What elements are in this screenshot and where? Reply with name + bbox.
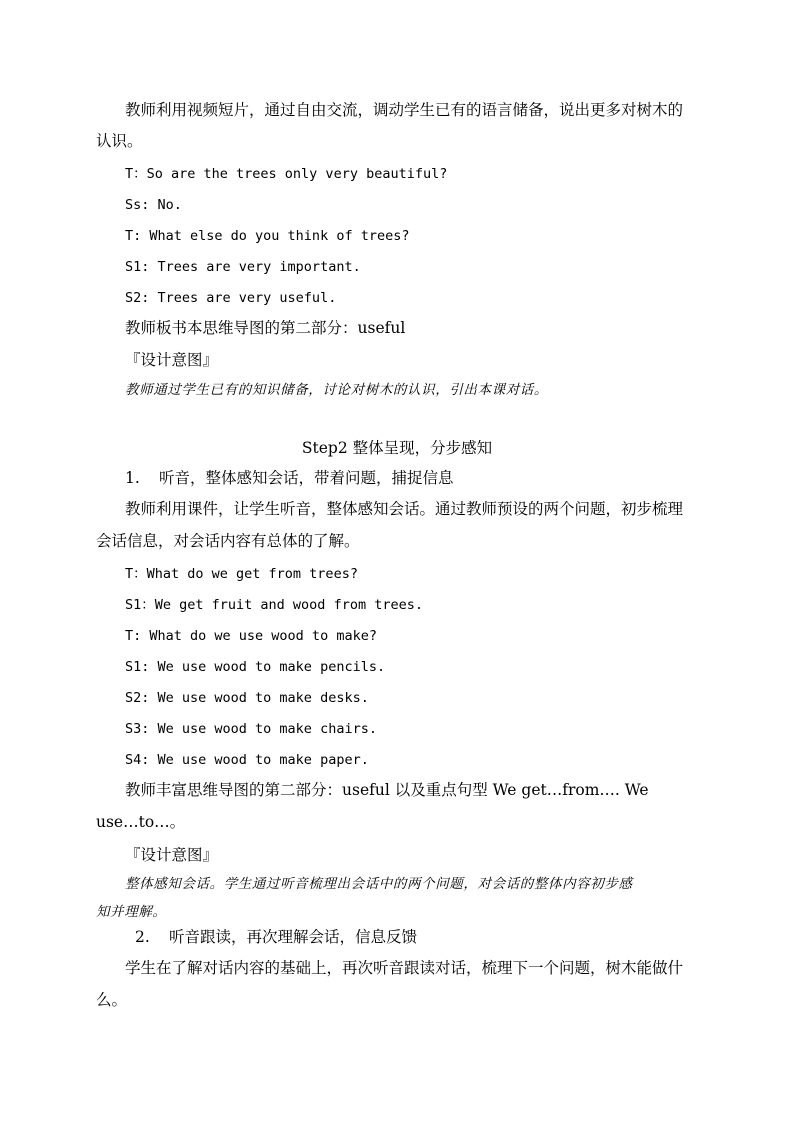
- dialog-line: S4: We use wood to make paper.: [125, 752, 369, 768]
- item1-paragraph-line-1: 教师利用课件，让学生听音，整体感知会话。通过教师预设的两个问题，初步梳理: [125, 500, 684, 518]
- item2-paragraph-line-1: 学生在了解对话内容的基础上，再次听音跟读对话，梳理下一个问题，树木能做什: [125, 959, 684, 977]
- list-item-heading: [125, 468, 454, 488]
- item1-note-line-1: 教师丰富思维导图的第二部分：useful 以及重点句型 We get…from…. We: [125, 781, 649, 799]
- list-item-heading-text: 听音跟读，再次理解会话，信息反馈: [169, 928, 418, 946]
- intro-paragraph-line-2: 认识。: [96, 132, 143, 150]
- design-intent-heading: 『设计意图』: [125, 846, 219, 864]
- board-note: 教师板书本思维导图的第二部分：useful: [125, 319, 406, 337]
- dialog-line: T：So are the trees only very beautiful?: [125, 166, 448, 182]
- item1-paragraph-line-2: 会话信息，对会话内容有总体的了解。: [96, 532, 360, 550]
- design-intent-text: 教师通过学生已有的知识储备，讨论对树木的认识，引出本课对话。: [125, 382, 548, 398]
- list-item-number: 1.: [125, 469, 140, 487]
- dialog-line: S2: Trees are very useful.: [125, 290, 337, 306]
- item1-note-line-2: use…to…。: [96, 813, 186, 831]
- item2-paragraph-line-2: 么。: [96, 991, 128, 1009]
- design-intent-text-line-1: 整体感知会话。学生通过听音梳理出会话中的两个问题，对会话的整体内容初步感: [125, 876, 633, 892]
- dialog-line: T: What do we use wood to make?: [125, 628, 377, 644]
- dialog-line: S1: We use wood to make pencils.: [125, 659, 386, 675]
- list-item-number: 2.: [135, 928, 150, 946]
- dialog-line: S2: We use wood to make desks.: [125, 690, 369, 706]
- design-intent-text-line-2: 知并理解。: [96, 904, 167, 920]
- step-title: Step2 整体呈现，分步感知: [301, 439, 493, 457]
- dialog-line: S1: Trees are very important.: [125, 259, 361, 275]
- dialog-line: S1：We get fruit and wood from trees.: [125, 597, 423, 613]
- design-intent-heading: 『设计意图』: [125, 351, 219, 369]
- dialog-line: Ss: No.: [125, 197, 182, 213]
- list-item-heading-text: 听音，整体感知会话，带着问题，捕捉信息: [159, 469, 454, 487]
- list-item-heading: [135, 927, 417, 947]
- dialog-line: S3: We use wood to make chairs.: [125, 721, 377, 737]
- dialog-line: T: What else do you think of trees?: [125, 228, 410, 244]
- dialog-line: T：What do we get from trees?: [125, 566, 358, 582]
- intro-paragraph-line-1: 教师利用视频短片，通过自由交流，调动学生已有的语言储备，说出更多对树木的: [125, 101, 684, 119]
